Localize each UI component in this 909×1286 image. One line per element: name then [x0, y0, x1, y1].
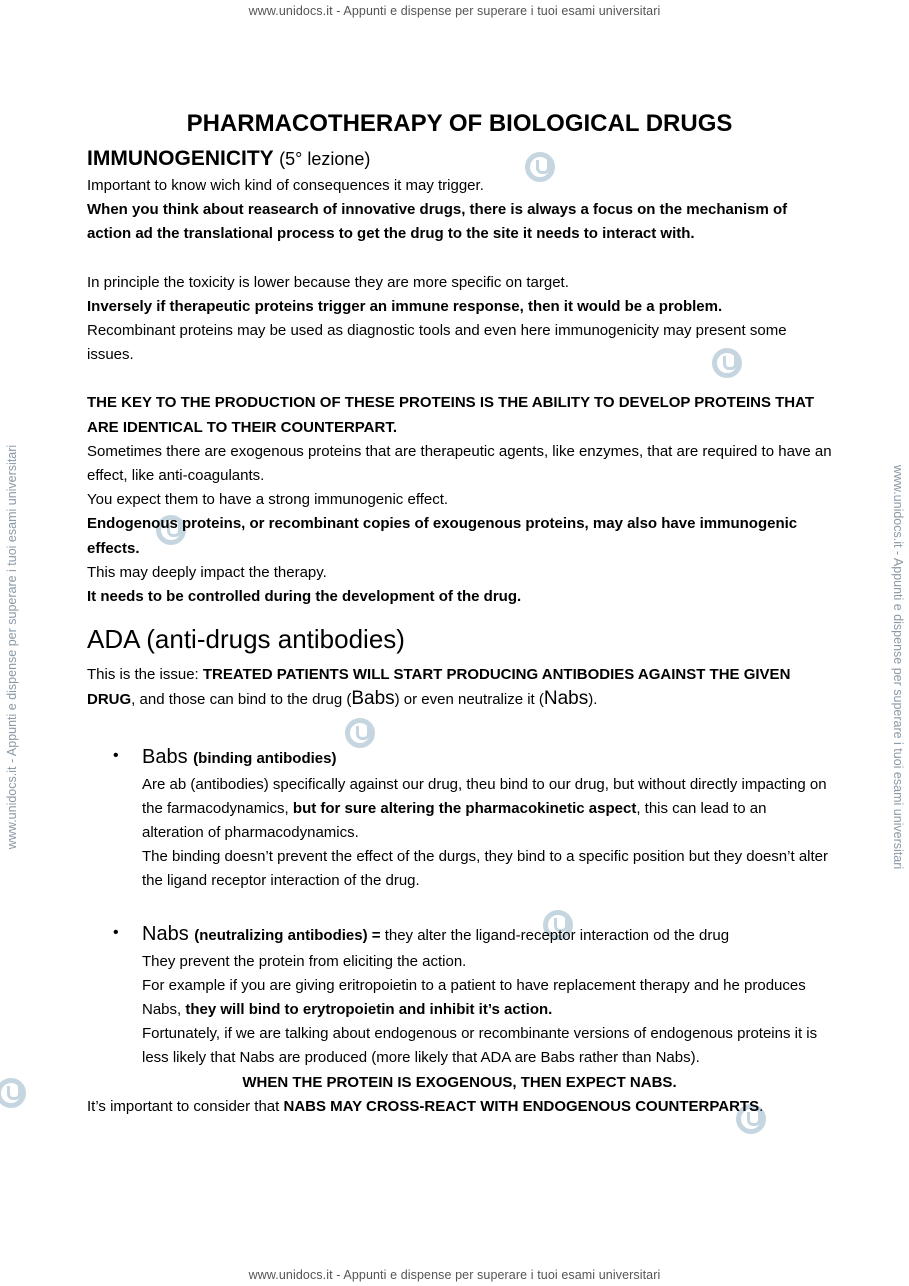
babs-heading	[142, 743, 832, 773]
watermark-footer: www.unidocs.it - Appunti e dispense per superare i tuoi esami universitari	[248, 1268, 661, 1282]
nabs-paragraph	[142, 974, 832, 1022]
text: ) or even neutralize it (	[394, 691, 544, 709]
text: Are ab (antibodies) specifically against our drug, theu bind to our drug, but without directly impacting on the farmacodynamics,	[142, 775, 827, 817]
paragraph: Recombinant proteins may be used as diagnostic tools and even here immunogenicity may present some issues.	[87, 322, 787, 364]
paragraph-bold: THE KEY TO THE PRODUCTION OF THESE PROTEINS IS THE ABILITY TO DEVELOP PROTEINS THAT ARE IDENTICAL TO THEIR COUNTERPART.	[87, 394, 815, 436]
paragraph: Important to know wich kind of consequences it may trigger.	[87, 177, 484, 194]
watermark-header: www.unidocs.it - Appunti e dispense per superare i tuoi esami universitari	[248, 4, 661, 18]
nabs-heading	[142, 920, 832, 950]
babs-paragraph	[142, 773, 832, 846]
list-item-nabs	[87, 920, 832, 1071]
gloss: (neutralizing antibodies) =	[194, 926, 381, 944]
paragraph: This may deeply impact the therapy.	[87, 563, 327, 581]
text: they alter the ligand-receptor interaction od the drug	[380, 926, 730, 944]
paragraph: In principle the toxicity is lower because they are more specific on target.	[87, 273, 569, 291]
term: Nabs	[142, 922, 189, 945]
bullet-icon: •	[113, 746, 119, 764]
paragraph-bold: Endogenous proteins, or recombinant copies of exougenous proteins, may also have immunogenic effects.	[87, 515, 798, 557]
text-bold: but for sure altering the pharmacokinetic aspect	[292, 799, 637, 817]
paragraph-bold: Inversely if therapeutic proteins trigger an immune response, then it would be a problem.	[87, 297, 723, 315]
text: This is the issue:	[87, 666, 203, 684]
paragraph-bold: It needs to be controlled during the development of the drug.	[87, 588, 522, 606]
gloss: (binding antibodies)	[193, 749, 337, 767]
closing-paragraph	[87, 1095, 832, 1119]
antibody-list	[87, 743, 832, 1071]
term-nabs: Nabs	[543, 688, 589, 710]
unidocs-logo-icon	[0, 1078, 26, 1108]
nabs-paragraph: Fortunately, if we are talking about endogenous or recombinante versions of endogenous proteins it is less likely that Nabs are produced (more likely that ADA are Babs rather than Nabs).	[142, 1025, 818, 1067]
bullet-icon: •	[113, 923, 119, 941]
ada-intro	[87, 663, 832, 712]
watermark-side-right: www.unidocs.it - Appunti e dispense per superare i tuoi esami universitari	[891, 464, 905, 870]
text: , and those can bind to the drug (	[131, 691, 352, 709]
text-bold: TREATED PATIENTS WILL START PRODUCING ANTIBODIES AGAINST THE GIVEN DRUG	[87, 666, 791, 709]
term: Babs	[142, 745, 188, 768]
paragraph: You expect them to have a strong immunogenic effect.	[87, 491, 449, 509]
watermark-side-left: www.unidocs.it - Appunti e dispense per superare i tuoi esami universitari	[5, 444, 19, 850]
document-body	[87, 108, 832, 1119]
term-babs: Babs	[351, 688, 395, 710]
heading-text: IMMUNOGENICITY	[87, 147, 274, 170]
paragraph: Sometimes there are exogenous proteins that are therapeutic agents, like enzymes, that are required to have an effect, like anti-coagulants.	[87, 442, 832, 485]
section-heading-immunogenicity	[87, 144, 832, 174]
text-bold: NABS MAY CROSS-REACT WITH ENDOGENOUS COUNTERPARTS	[283, 1097, 760, 1115]
section-heading-ada: ADA (anti-drugs antibodies)	[87, 624, 405, 655]
nabs-paragraph: They prevent the protein from eliciting the action.	[142, 952, 467, 970]
text: It’s important to consider that	[87, 1097, 284, 1115]
text-bold: they will bind to erytropoietin and inhibit it’s action.	[185, 1001, 553, 1019]
text: , this can lead to an alteration of pharmacodynamics.	[142, 799, 767, 842]
text: ).	[588, 691, 598, 709]
babs-paragraph: The binding doesn’t prevent the effect of the durgs, they bind to a specific position but they doesn’t alter the ligand receptor interaction of the drug.	[142, 848, 828, 890]
nabs-conclusion: WHEN THE PROTEIN IS EXOGENOUS, THEN EXPECT NABS.	[242, 1073, 677, 1091]
document-title: PHARMACOTHERAPY OF BIOLOGICAL DRUGS	[186, 110, 733, 137]
lesson-note: (5° lezione)	[279, 149, 371, 169]
text: .	[759, 1097, 764, 1115]
list-item-babs	[87, 743, 832, 894]
paragraph-bold: When you think about reasearch of innovative drugs, there is always a focus on the mechanism of action ad the translational process to get the drug to the site it needs to interact with.	[87, 201, 788, 243]
text: For example if you are giving eritropoietin to a patient to have replacement therapy and he produces Nabs,	[142, 976, 806, 1019]
